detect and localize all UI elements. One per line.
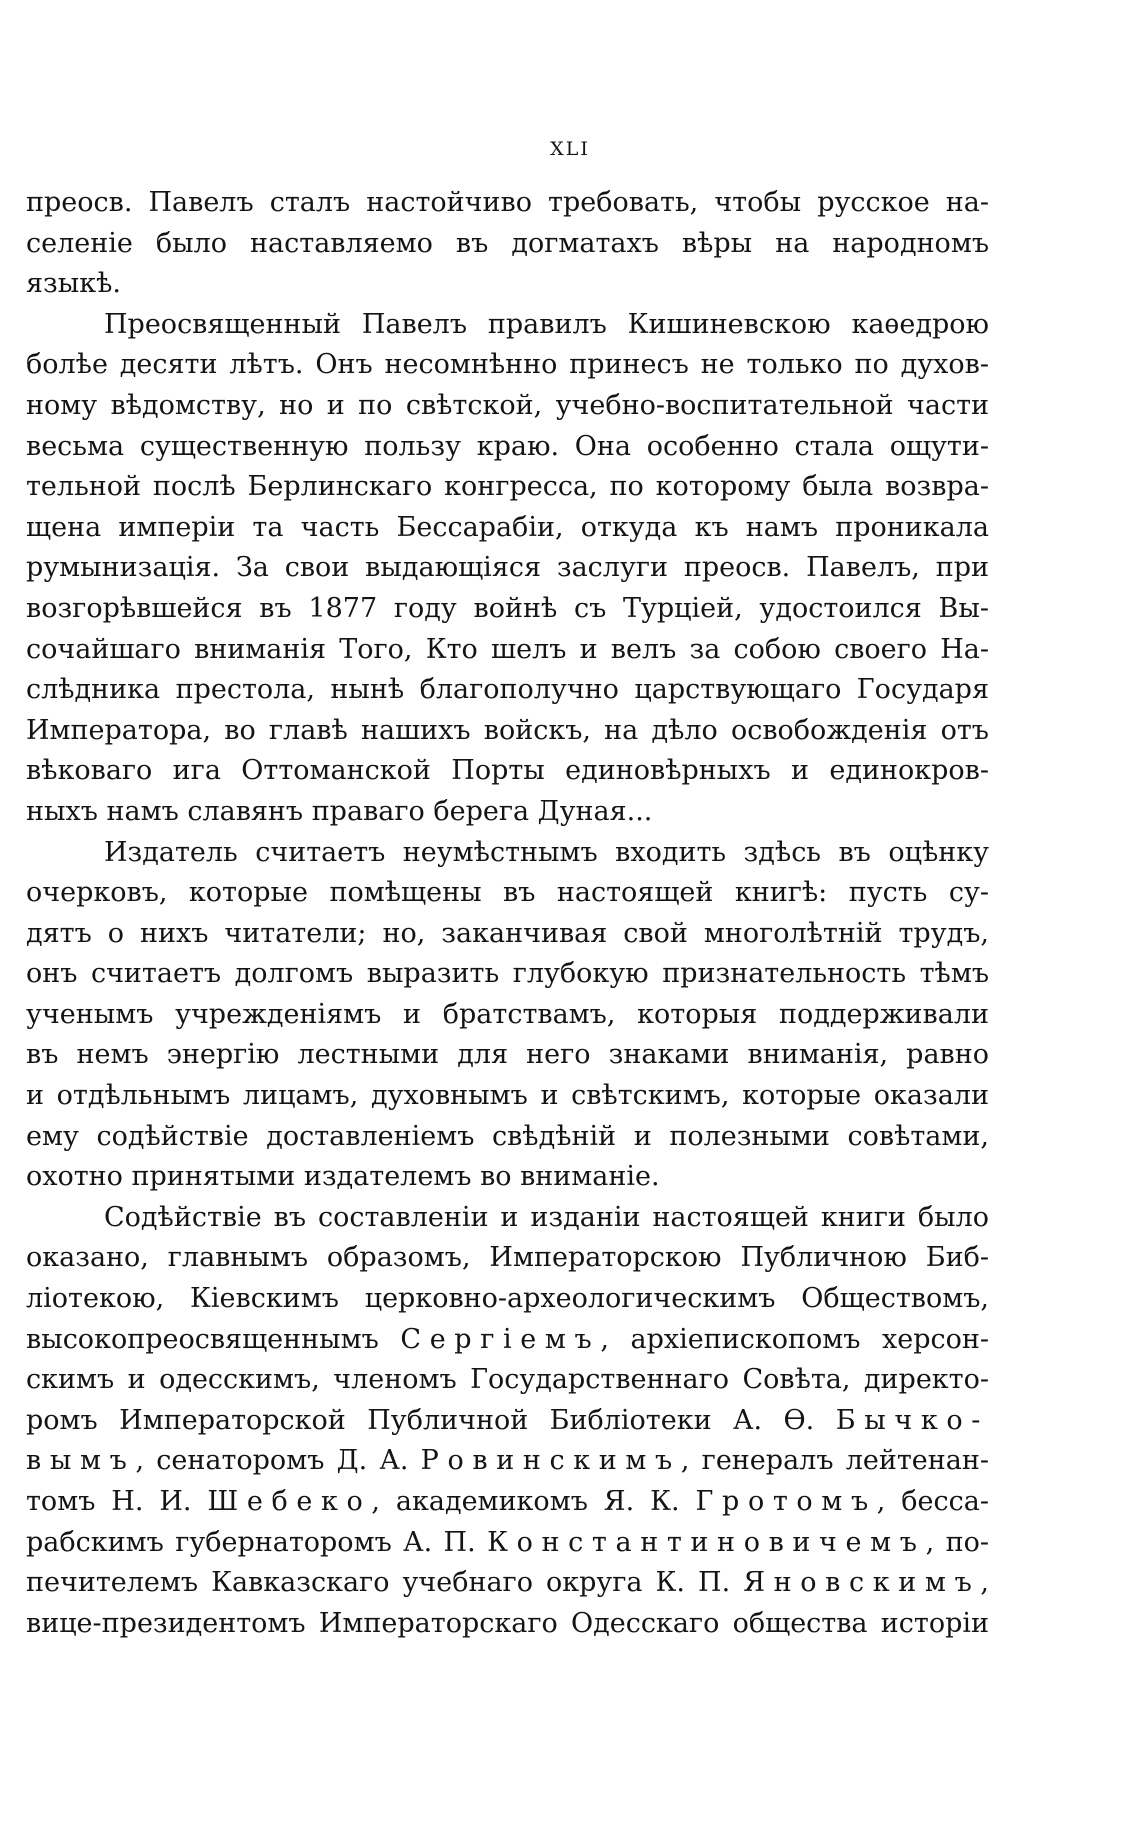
line-segment: , [980, 1567, 989, 1599]
line-segment: , по- [925, 1526, 989, 1558]
text-line: дятъ о нихъ читатели; но, заканчивая свой многолѣтній трудъ, [26, 917, 989, 949]
line-segment: , бесса- [876, 1486, 989, 1517]
person-name: Бычко- [835, 1404, 989, 1436]
text-line: ліотекою, Кіевскимъ церковно-археологическимъ Обществомъ, [26, 1283, 989, 1315]
person-name: Сергіемъ [400, 1323, 601, 1355]
text-line: преосв. Павелъ сталъ настойчиво требовать, чтобы русское на- [26, 187, 989, 218]
text-line: въ немъ энергію лестными для него знаками вниманія, равно [26, 1039, 989, 1071]
person-name: Шебеко [207, 1486, 372, 1517]
line-segment: , сенаторомъ Д. А. [135, 1445, 409, 1477]
text-line: охотно принятыми издателемъ во вниманіе. [26, 1161, 660, 1193]
text-line: тельной послѣ Берлинскаго конгресса, по которому была возвра- [26, 471, 989, 503]
text-line: языкѣ. [26, 268, 121, 300]
paragraph-start-line: Издатель считаетъ неумѣстнымъ входить здѣсь въ оцѣнку [104, 836, 989, 868]
text-line: ныхъ намъ славянъ праваго берега Дуная... [26, 795, 653, 827]
line-segment: высокопреосвященнымъ [26, 1323, 379, 1355]
text-line: онъ считаетъ долгомъ выразить глубокую признательность тѣмъ [26, 958, 989, 990]
text-line: слѣдника престола, нынѣ благополучно царствующаго Государя [26, 674, 989, 706]
text-line: селеніе было наставляемо въ догматахъ вѣры на народномъ [26, 227, 989, 259]
line-segment: ромъ Императорской Публичной Библіотеки А. Ѳ. [26, 1404, 815, 1436]
text-line: весьма существенную пользу краю. Она особенно стала ощути- [26, 430, 989, 462]
text-line: вѣковаго ига Оттоманской Порты единовѣрныхъ и единокров- [26, 755, 989, 787]
line-segment: , архіепископомъ херсон- [600, 1323, 989, 1355]
text-line [26, 1320, 989, 1361]
text-line [26, 1441, 989, 1482]
person-name: Константиновичемъ [487, 1526, 926, 1558]
body-text [26, 183, 989, 1644]
line-segment: томъ Н. И. [26, 1486, 192, 1517]
person-name: Гротомъ [695, 1486, 877, 1517]
text-line: возгорѣвшейся въ 1877 году войнѣ съ Турціей, удостоился Вы- [26, 592, 989, 624]
text-line [26, 1401, 989, 1442]
person-name: Яновскимъ [743, 1567, 981, 1599]
text-line: оказано, главнымъ образомъ, Императорскою Публичною Биб- [26, 1242, 989, 1274]
text-line: румынизація. За свои выдающіяся заслуги преосв. Павелъ, при [26, 552, 989, 584]
text-line [26, 1563, 989, 1604]
text-line: вице-президентомъ Императорскаго Одесскаго общества исторіи [26, 1607, 989, 1639]
line-segment: , генералъ лейтенан- [680, 1445, 989, 1477]
line-segment: рабскимъ губернаторомъ А. П. [26, 1526, 476, 1558]
person-name: Ровинскимъ [420, 1445, 681, 1477]
text-line: очерковъ, которые помѣщены въ настоящей книгѣ: пусть су- [26, 877, 989, 909]
text-line: сочайшаго вниманія Того, Кто шелъ и велъ за собою своего На- [26, 633, 989, 665]
paragraph-start-line: Содѣйствіе въ составленіи и изданіи настоящей книги было [104, 1201, 989, 1233]
text-line: щена имперіи та часть Бессарабіи, откуда къ намъ проникала [26, 511, 989, 543]
text-line [26, 1523, 989, 1564]
text-line: ученымъ учрежденіямъ и братствамъ, которыя поддерживали [26, 998, 989, 1030]
text-line: ному вѣдомству, но и по свѣтской, учебно-воспитательной части [26, 389, 989, 421]
paragraph-start-line: Преосвященный Павелъ правилъ Кишиневскою каѳедрою [104, 308, 989, 340]
text-line: Императора, во главѣ нашихъ войскъ, на дѣло освобожденія отъ [26, 714, 989, 746]
page-number: XLI [550, 138, 590, 160]
text-line: и отдѣльнымъ лицамъ, духовнымъ и свѣтскимъ, которые оказали [26, 1080, 989, 1112]
text-line: болѣе десяти лѣтъ. Онъ несомнѣнно принесъ не только по духов- [26, 349, 989, 381]
text-line [26, 1482, 989, 1523]
line-segment: печителемъ Кавказскаго учебнаго округа К. П. [26, 1567, 731, 1599]
text-line: ему содѣйствіе доставленіемъ свѣдѣній и полезными совѣтами, [26, 1120, 989, 1152]
person-name: вымъ [26, 1445, 136, 1477]
line-segment: , академикомъ Я. К. [371, 1486, 680, 1517]
text-line: скимъ и одесскимъ, членомъ Государственнаго Совѣта, директо- [26, 1364, 989, 1396]
